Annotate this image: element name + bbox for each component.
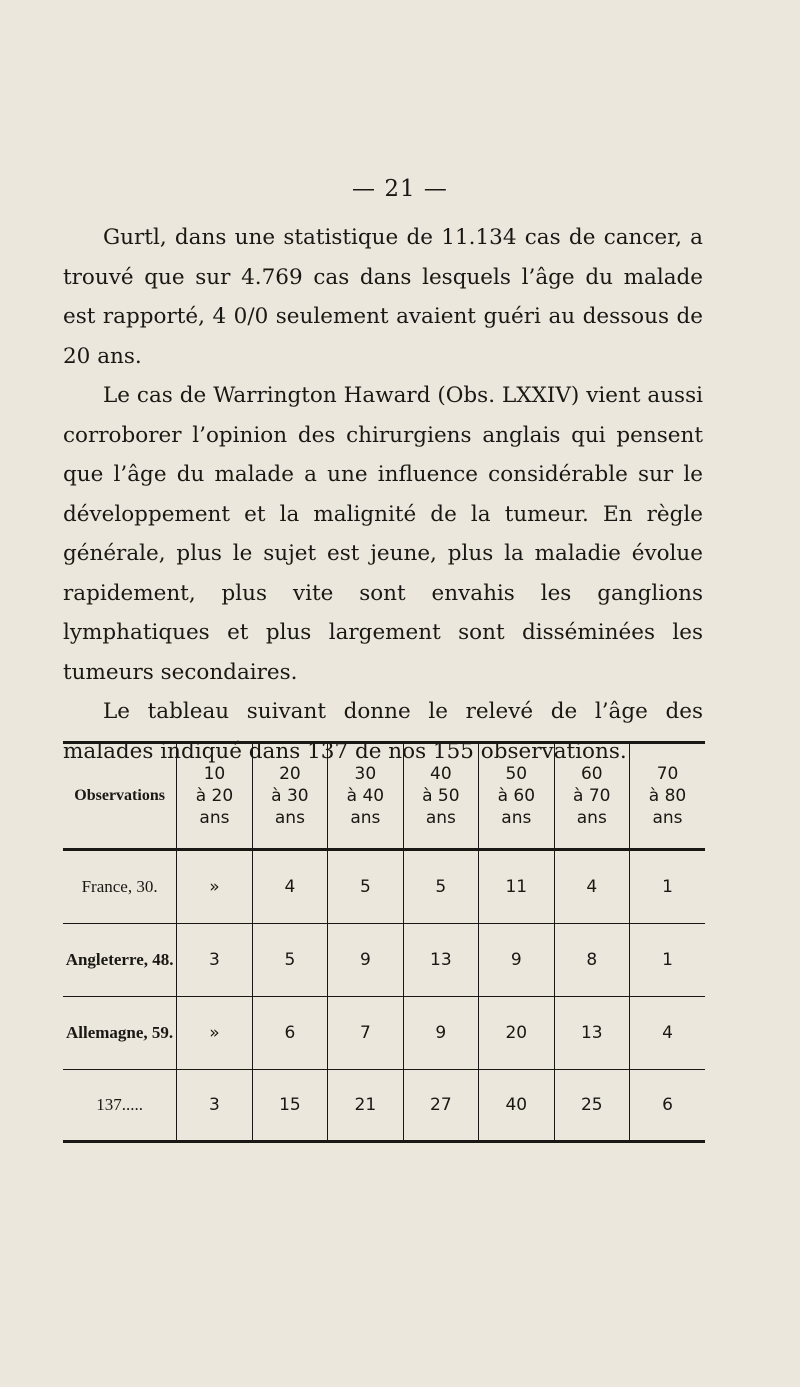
paragraph: Le tableau suivant donne le relevé de l’âge des malades indiqué dans 137 de nos 155 observations. [63, 699, 703, 764]
table-cell: 20 [479, 997, 554, 1070]
table-row-france [63, 850, 705, 924]
table-cell: 27 [403, 1070, 478, 1142]
table-cell: 4 [554, 850, 629, 924]
table-cell: 21 [328, 1070, 403, 1142]
age-header: 30 à 40 ans [328, 743, 403, 850]
table-cell: » [177, 997, 252, 1070]
table-cell: 3 [177, 924, 252, 997]
row-label: Allemagne, 59. [63, 997, 177, 1070]
table-row-total [63, 1070, 705, 1142]
table-cell: 9 [328, 924, 403, 997]
table-cell: 4 [252, 850, 327, 924]
table-cell: 13 [554, 997, 629, 1070]
age-header: 10 à 20 ans [177, 743, 252, 850]
table-cell: » [177, 850, 252, 924]
table-cell: 6 [630, 1070, 705, 1142]
table-cell: 11 [479, 850, 554, 924]
table-cell: 15 [252, 1070, 327, 1142]
table-cell: 5 [328, 850, 403, 924]
table-cell: 9 [403, 997, 478, 1070]
table-header-row [63, 743, 705, 850]
age-header: 50 à 60 ans [479, 743, 554, 850]
age-header: 40 à 50 ans [403, 743, 478, 850]
row-label: France, 30. [63, 850, 177, 924]
table-cell: 3 [177, 1070, 252, 1142]
table-row-allemagne [63, 997, 705, 1070]
table-cell: 8 [554, 924, 629, 997]
table-cell: 7 [328, 997, 403, 1070]
table-cell: 9 [479, 924, 554, 997]
paragraph: Le cas de Warrington Haward (Obs. LXXIV) vient aussi corroborer l’opinion des chirurgiens anglais qui pensent que l’âge du malade a une influence considérable sur le développement et la malignité de la tumeur. En règle générale, plus le sujet est jeune, plus la maladie évolue rapidement, plus vite sont envahis les ganglions lymphatiques et plus largement sont disséminées les tumeurs secondaires. [63, 383, 703, 685]
table-cell: 5 [403, 850, 478, 924]
table-cell: 4 [630, 997, 705, 1070]
table-cell: 25 [554, 1070, 629, 1142]
table-cell: 1 [630, 850, 705, 924]
age-header: 20 à 30 ans [252, 743, 327, 850]
row-label: 137..... [96, 1095, 143, 1114]
age-statistics-table [63, 741, 705, 1143]
page-number: — 21 — [352, 176, 448, 202]
body-text [63, 218, 703, 771]
table-cell: 6 [252, 997, 327, 1070]
paragraph: Gurtl, dans une statistique de 11.134 cas de cancer, a trouvé que sur 4.769 cas dans lesquels l’âge du malade est rapporté, 4 0/0 seulement avaient guéri au dessous de 20 ans. [63, 225, 703, 369]
table-cell: 1 [630, 924, 705, 997]
age-header: 70 à 80 ans [630, 743, 705, 850]
observations-header: Observations [63, 743, 177, 850]
age-header: 60 à 70 ans [554, 743, 629, 850]
table-cell: 13 [403, 924, 478, 997]
table-cell: 40 [479, 1070, 554, 1142]
table-row-angleterre [63, 924, 705, 997]
table-cell: 5 [252, 924, 327, 997]
row-label: Angleterre, 48. [63, 924, 177, 997]
